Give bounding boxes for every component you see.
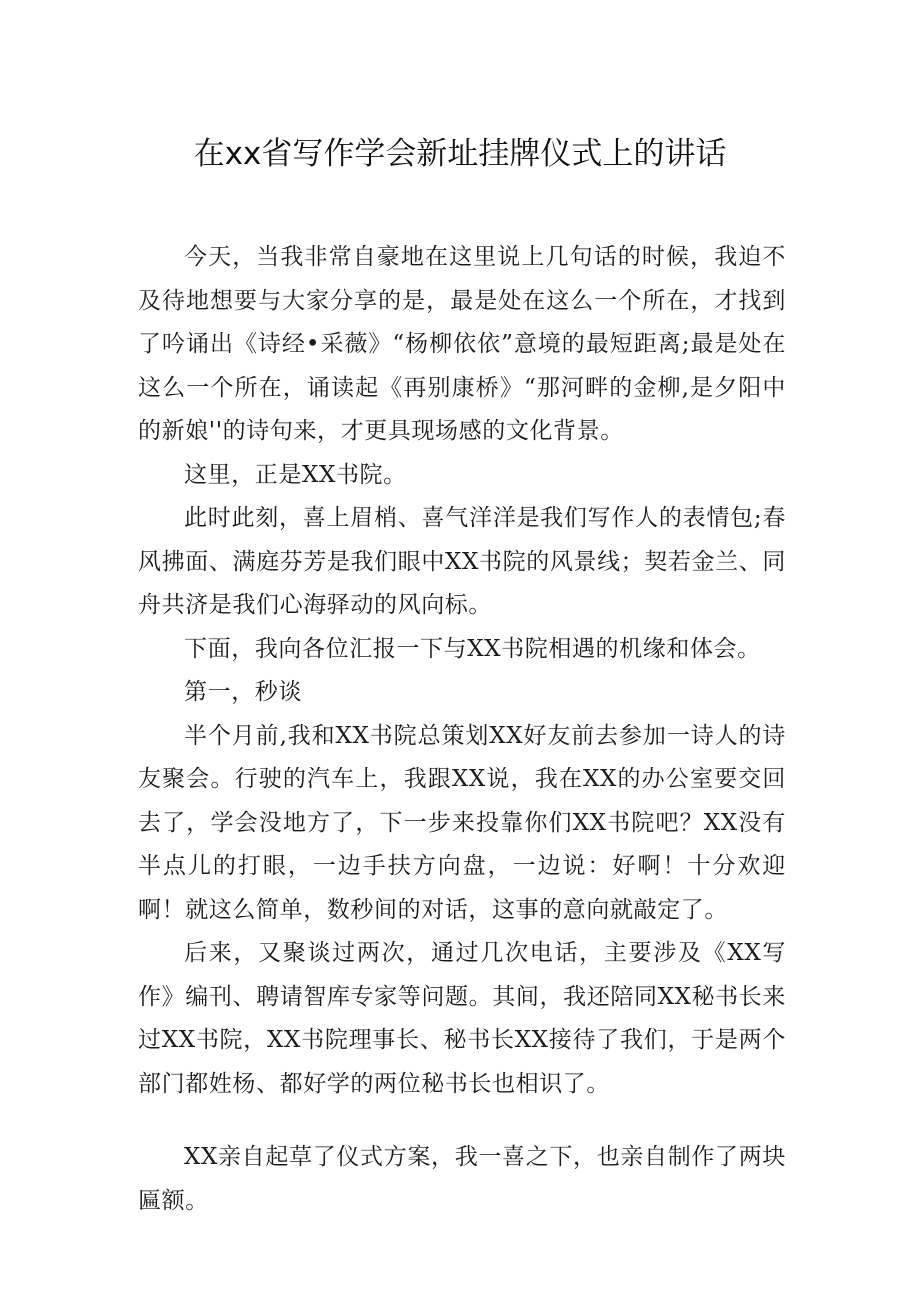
section-heading-first: 第一，秒谈 <box>184 679 302 705</box>
paragraph-report-intro: 下面，我向各位汇报一下与XX书院相遇的机缘和体会。 <box>184 635 761 662</box>
paragraph-ceremony-plan: XX亲自起草了仪式方案，我一喜之下，也亲自制作了两块匾额。 <box>138 1144 786 1214</box>
document-title: 在xx省写作学会新址挂牌仪式上的讲话 <box>193 136 727 172</box>
paragraph-later-talks: 后来，又聚谈过两次，通过几次电话，主要涉及《XX写作》编刊、聘请智库专家等问题。其间，我还陪同XX秘书长来过XX书院，XX书院理事长、秘书长XX接待了我们，于是两个部门都姓杨、都好学的两位秘书长也相识了。 <box>138 940 786 1097</box>
paragraph-this-moment: 此时此刻，喜上眉梢、喜气洋洋是我们写作人的表情包;春风拂面、满庭芬芳是我们眼中XX书院的风景线；契若金兰、同舟共济是我们心海驿动的风向标。 <box>138 505 786 618</box>
paragraph-half-month-ago: 半个月前,我和XX书院总策划XX好友前去参加一诗人的诗友聚会。行驶的汽车上，我跟XX说，我在XX的办公室要交回去了，学会没地方了，下一步来投靠你们XX书院吧？XX没有半点儿的打眼，一边手扶方向盘，一边说：好啊！十分欢迎啊！就这么简单，数秒间的对话，这事的意向就敲定了。 <box>138 722 786 923</box>
document-body <box>138 236 786 1223</box>
paragraph-here-is-academy: 这里，正是XX书院。 <box>184 461 407 488</box>
paragraph-opening: 今天，当我非常自豪地在这里说上几句话的时候，我迫不及待地想要与大家分享的是，最是处在这么一个所在，才找到了吟诵出《诗经•采薇》“杨柳依依”意境的最短距离;最是处在这么一个所在，诵读起《再别康桥》“那河畔的金柳,是夕阳中的新娘''的诗句来，才更具现场感的文化背景。 <box>138 244 786 444</box>
